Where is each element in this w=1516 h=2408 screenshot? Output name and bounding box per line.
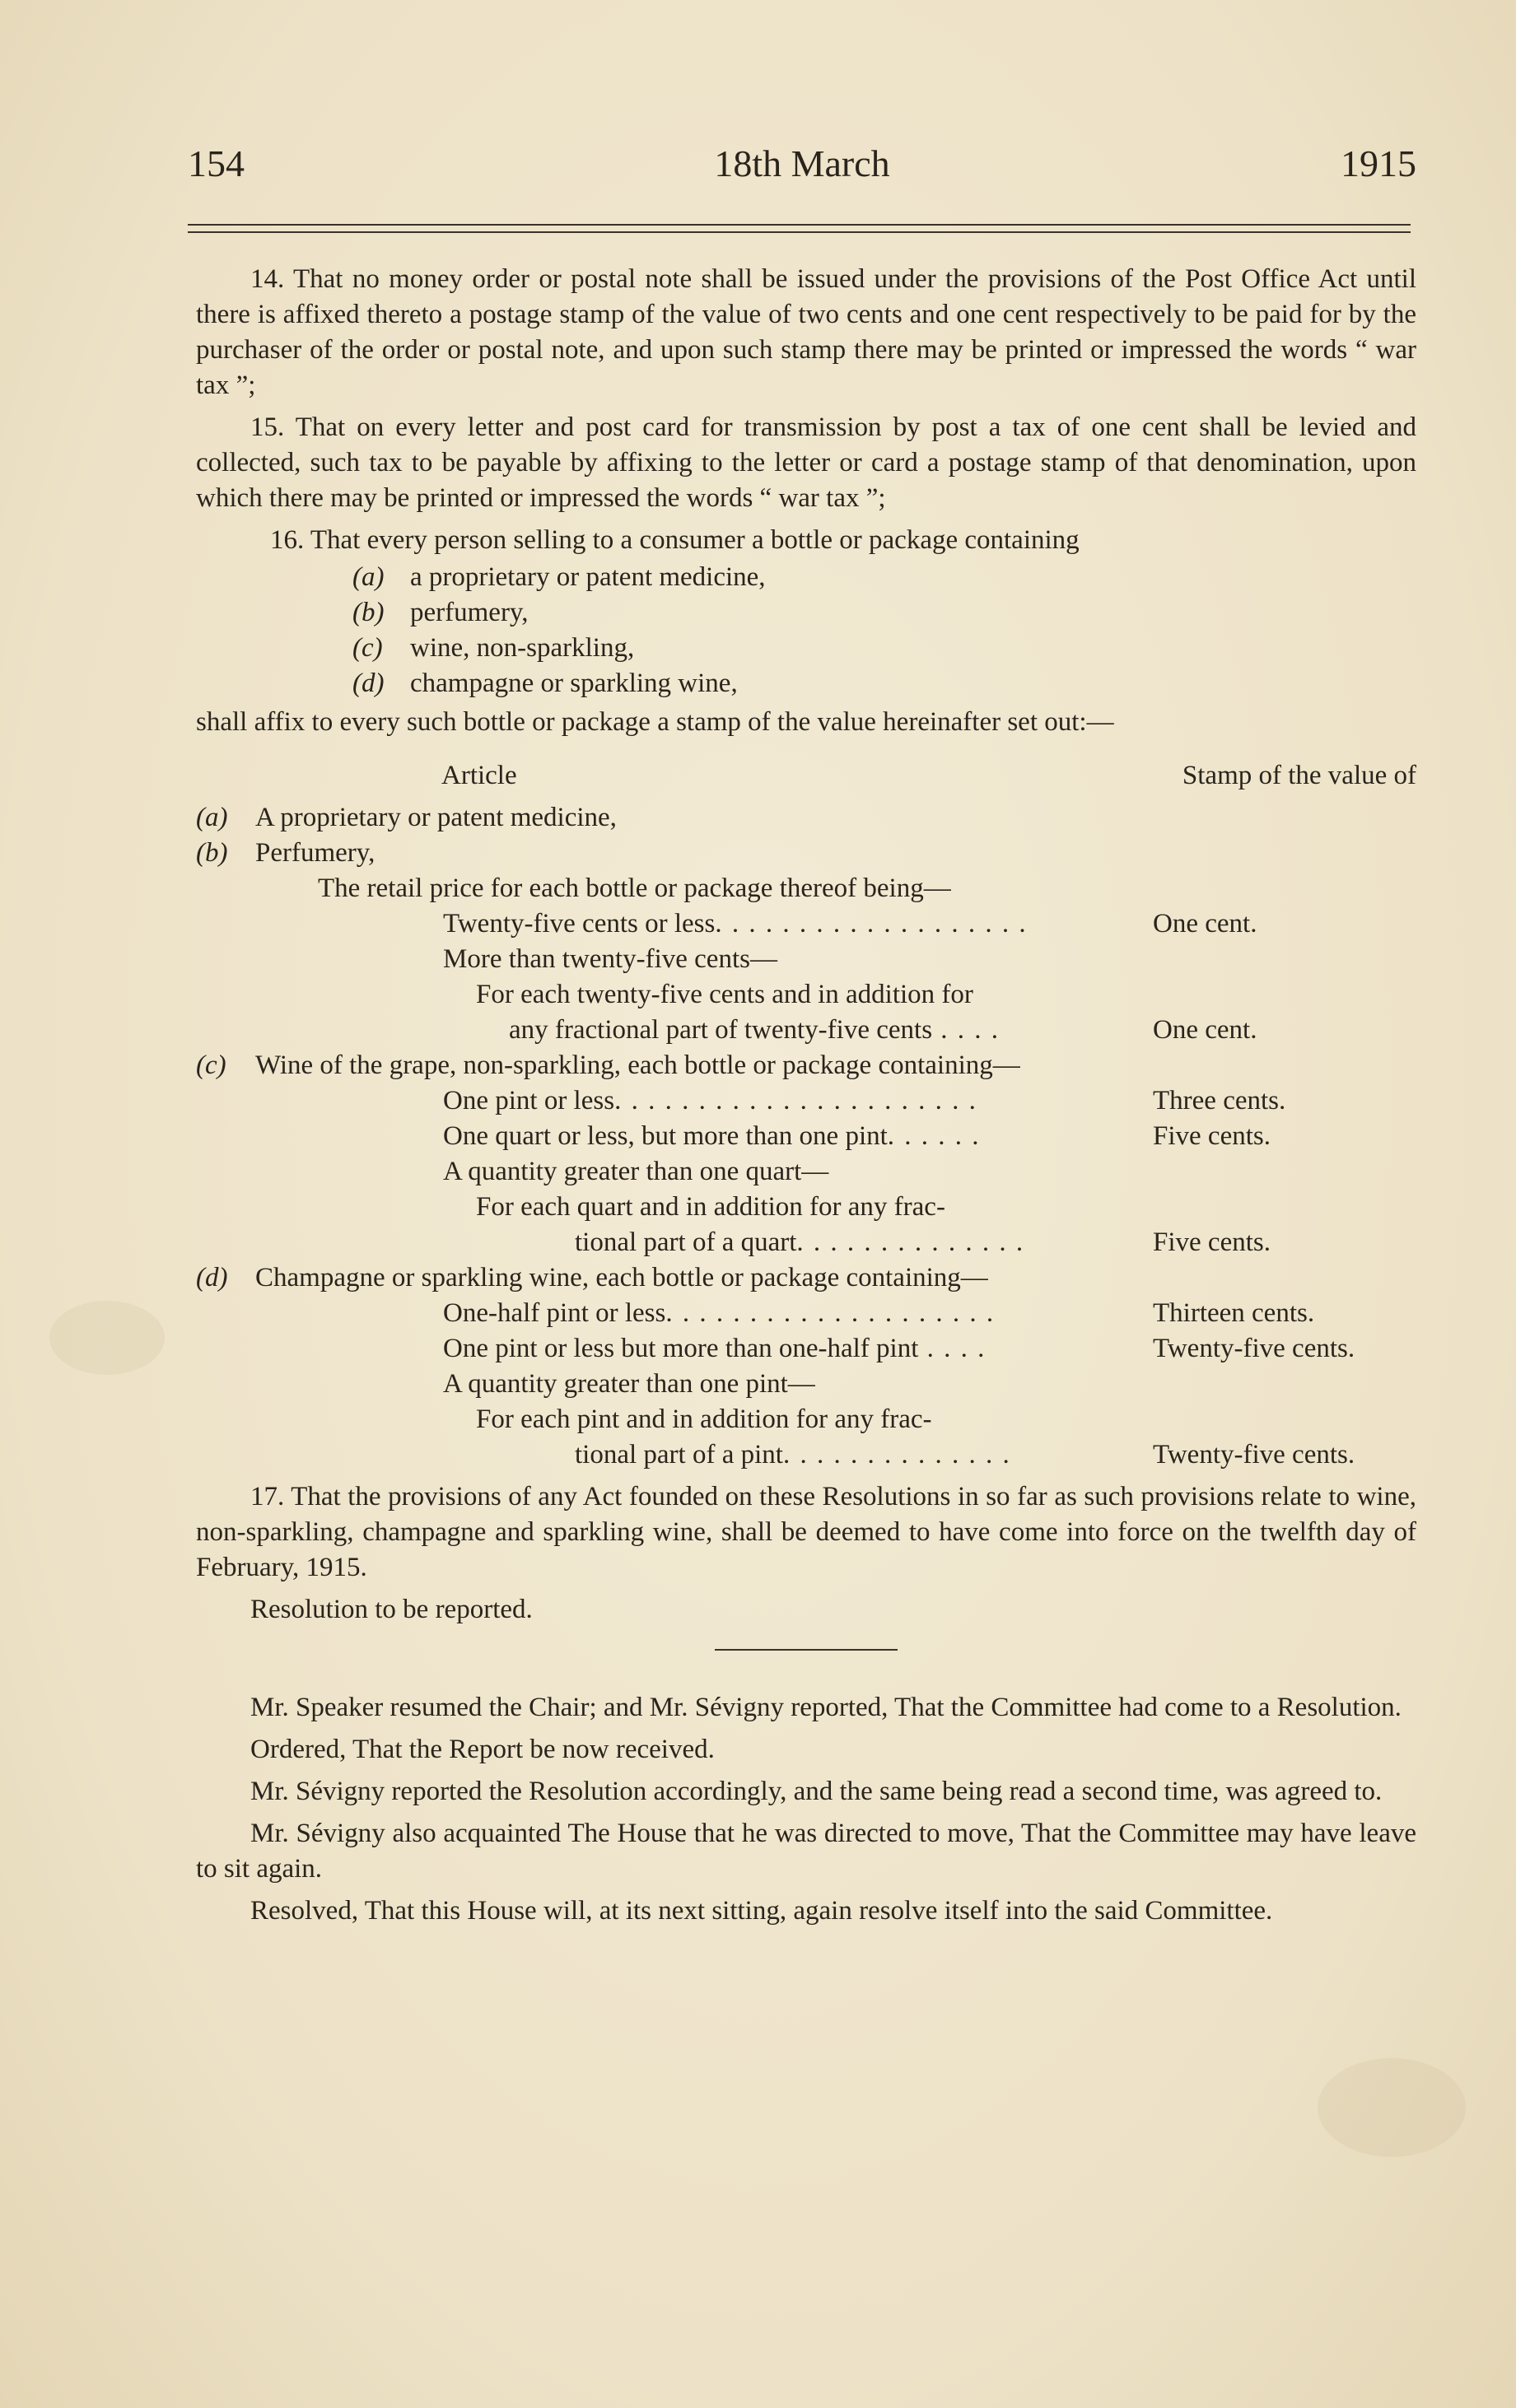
column-article: Article — [441, 761, 517, 790]
list-item: (c) wine, non-sparkling, — [352, 633, 635, 663]
table-row: For each quart and in addition for any frac- — [476, 1192, 945, 1222]
stamp-value: Thirteen cents. — [1153, 1298, 1315, 1328]
paragraph-16: 16. That every person selling to a consumer a bottle or package containing — [270, 525, 1080, 555]
page-header — [188, 142, 1416, 191]
table-row: any fractional part of twenty-five cents . . . . One cent. — [196, 1013, 1416, 1048]
proceeding-paragraph: Mr. Speaker resumed the Chair; and Mr. Sévigny reported, That the Committee had come to a Resolution. — [250, 1693, 1402, 1722]
page-number: 154 — [188, 142, 245, 184]
table-row: (b) Perfumery, — [196, 838, 376, 868]
stamp-value: Five cents. — [1153, 1227, 1271, 1257]
header-year: 1915 — [1341, 142, 1416, 184]
proceeding-paragraph: Mr. Sévigny reported the Resolution accordingly, and the same being read a second time, was agreed to. — [250, 1777, 1383, 1806]
table-row: (c) Wine of the grape, non-sparkling, each bottle or package containing— — [196, 1050, 1020, 1080]
paragraph-14: 14. That no money order or postal note shall be issued under the provisions of the Post Office Act until there is affixed thereto a postage stamp of the value of two cents and one cent respectively to be paid for by the purchaser of the order or postal note, and upon such stamp there may be printed or impressed the words “ war tax ”; — [196, 264, 1416, 400]
header-double-rule — [188, 224, 1411, 233]
list-item: (a) a proprietary or patent medicine, — [352, 562, 766, 592]
document-body — [196, 262, 1416, 1935]
table-row: (d) Champagne or sparkling wine, each bottle or package containing— — [196, 1263, 988, 1292]
table-row: One pint or less. . . . . . . . . . . . . . . . . . . . . . Three cents. — [196, 1083, 1416, 1119]
item-list — [196, 560, 1416, 701]
table-header — [196, 758, 1416, 794]
table-row: (a) A proprietary or patent medicine, — [196, 803, 617, 832]
table-row: tional part of a pint. . . . . . . . . . . . . . Twenty-five cents. — [196, 1437, 1416, 1473]
paper-stain — [1318, 2058, 1466, 2157]
list-item: (d) champagne or sparkling wine, — [352, 668, 738, 698]
resolution-note: Resolution to be reported. — [250, 1595, 533, 1624]
section-divider — [715, 1649, 898, 1651]
stamp-value: One cent. — [1153, 1015, 1257, 1045]
list-item: (b) perfumery, — [352, 598, 529, 627]
table-row: More than twenty-five cents— — [443, 944, 777, 974]
table-row: One-half pint or less. . . . . . . . . . . . . . . . . . . . Thirteen cents. — [196, 1296, 1416, 1331]
proceeding-paragraph: Mr. Sévigny also acquainted The House that he was directed to move, That the Committee may have leave to sit again. — [196, 1819, 1416, 1884]
paragraph-16-continued: shall affix to every such bottle or package a stamp of the value hereinafter set out:— — [196, 707, 1114, 737]
paragraph-17: 17. That the provisions of any Act founded on these Resolutions in so far as such provisions relate to wine, non-sparkling, champagne and sparkling wine, shall be deemed to have come into force on the twelfth day of February, 1915. — [196, 1482, 1416, 1582]
stamp-value: Three cents. — [1153, 1086, 1286, 1116]
table-row: Twenty-five cents or less. . . . . . . . . . . . . . . . . . . One cent. — [196, 906, 1416, 942]
table-row: One quart or less, but more than one pint. . . . . . Five cents. — [196, 1119, 1416, 1154]
table-row: For each pint and in addition for any frac- — [476, 1404, 932, 1434]
table-row: A quantity greater than one quart— — [443, 1157, 829, 1186]
proceeding-paragraph: Ordered, That the Report be now received. — [250, 1735, 715, 1764]
stamp-value: Twenty-five cents. — [1153, 1334, 1355, 1363]
stamp-value: Twenty-five cents. — [1153, 1440, 1355, 1469]
column-stamp: Stamp of the value of — [1182, 761, 1416, 790]
stamp-value: One cent. — [1153, 909, 1257, 939]
table-row: For each twenty-five cents and in addition for — [476, 980, 973, 1009]
stamp-value: Five cents. — [1153, 1121, 1271, 1151]
table-row: tional part of a quart. . . . . . . . . . . . . . Five cents. — [196, 1225, 1416, 1260]
paper-stain — [49, 1301, 165, 1375]
paragraph-15: 15. That on every letter and post card for transmission by post a tax of one cent shall be levied and collected, such tax to be payable by affixing to the letter or card a postage stamp of that denomination, upon which there may be printed or impressed the words “ war tax ”; — [196, 412, 1416, 513]
table-row: The retail price for each bottle or package thereof being— — [318, 873, 951, 903]
header-date: 18th March — [714, 142, 890, 184]
table-row: One pint or less but more than one-half pint . . . . Twenty-five cents. — [196, 1331, 1416, 1367]
table-row: A quantity greater than one pint— — [443, 1369, 815, 1399]
proceeding-paragraph: Resolved, That this House will, at its next sitting, again resolve itself into the said Committee. — [250, 1896, 1273, 1926]
